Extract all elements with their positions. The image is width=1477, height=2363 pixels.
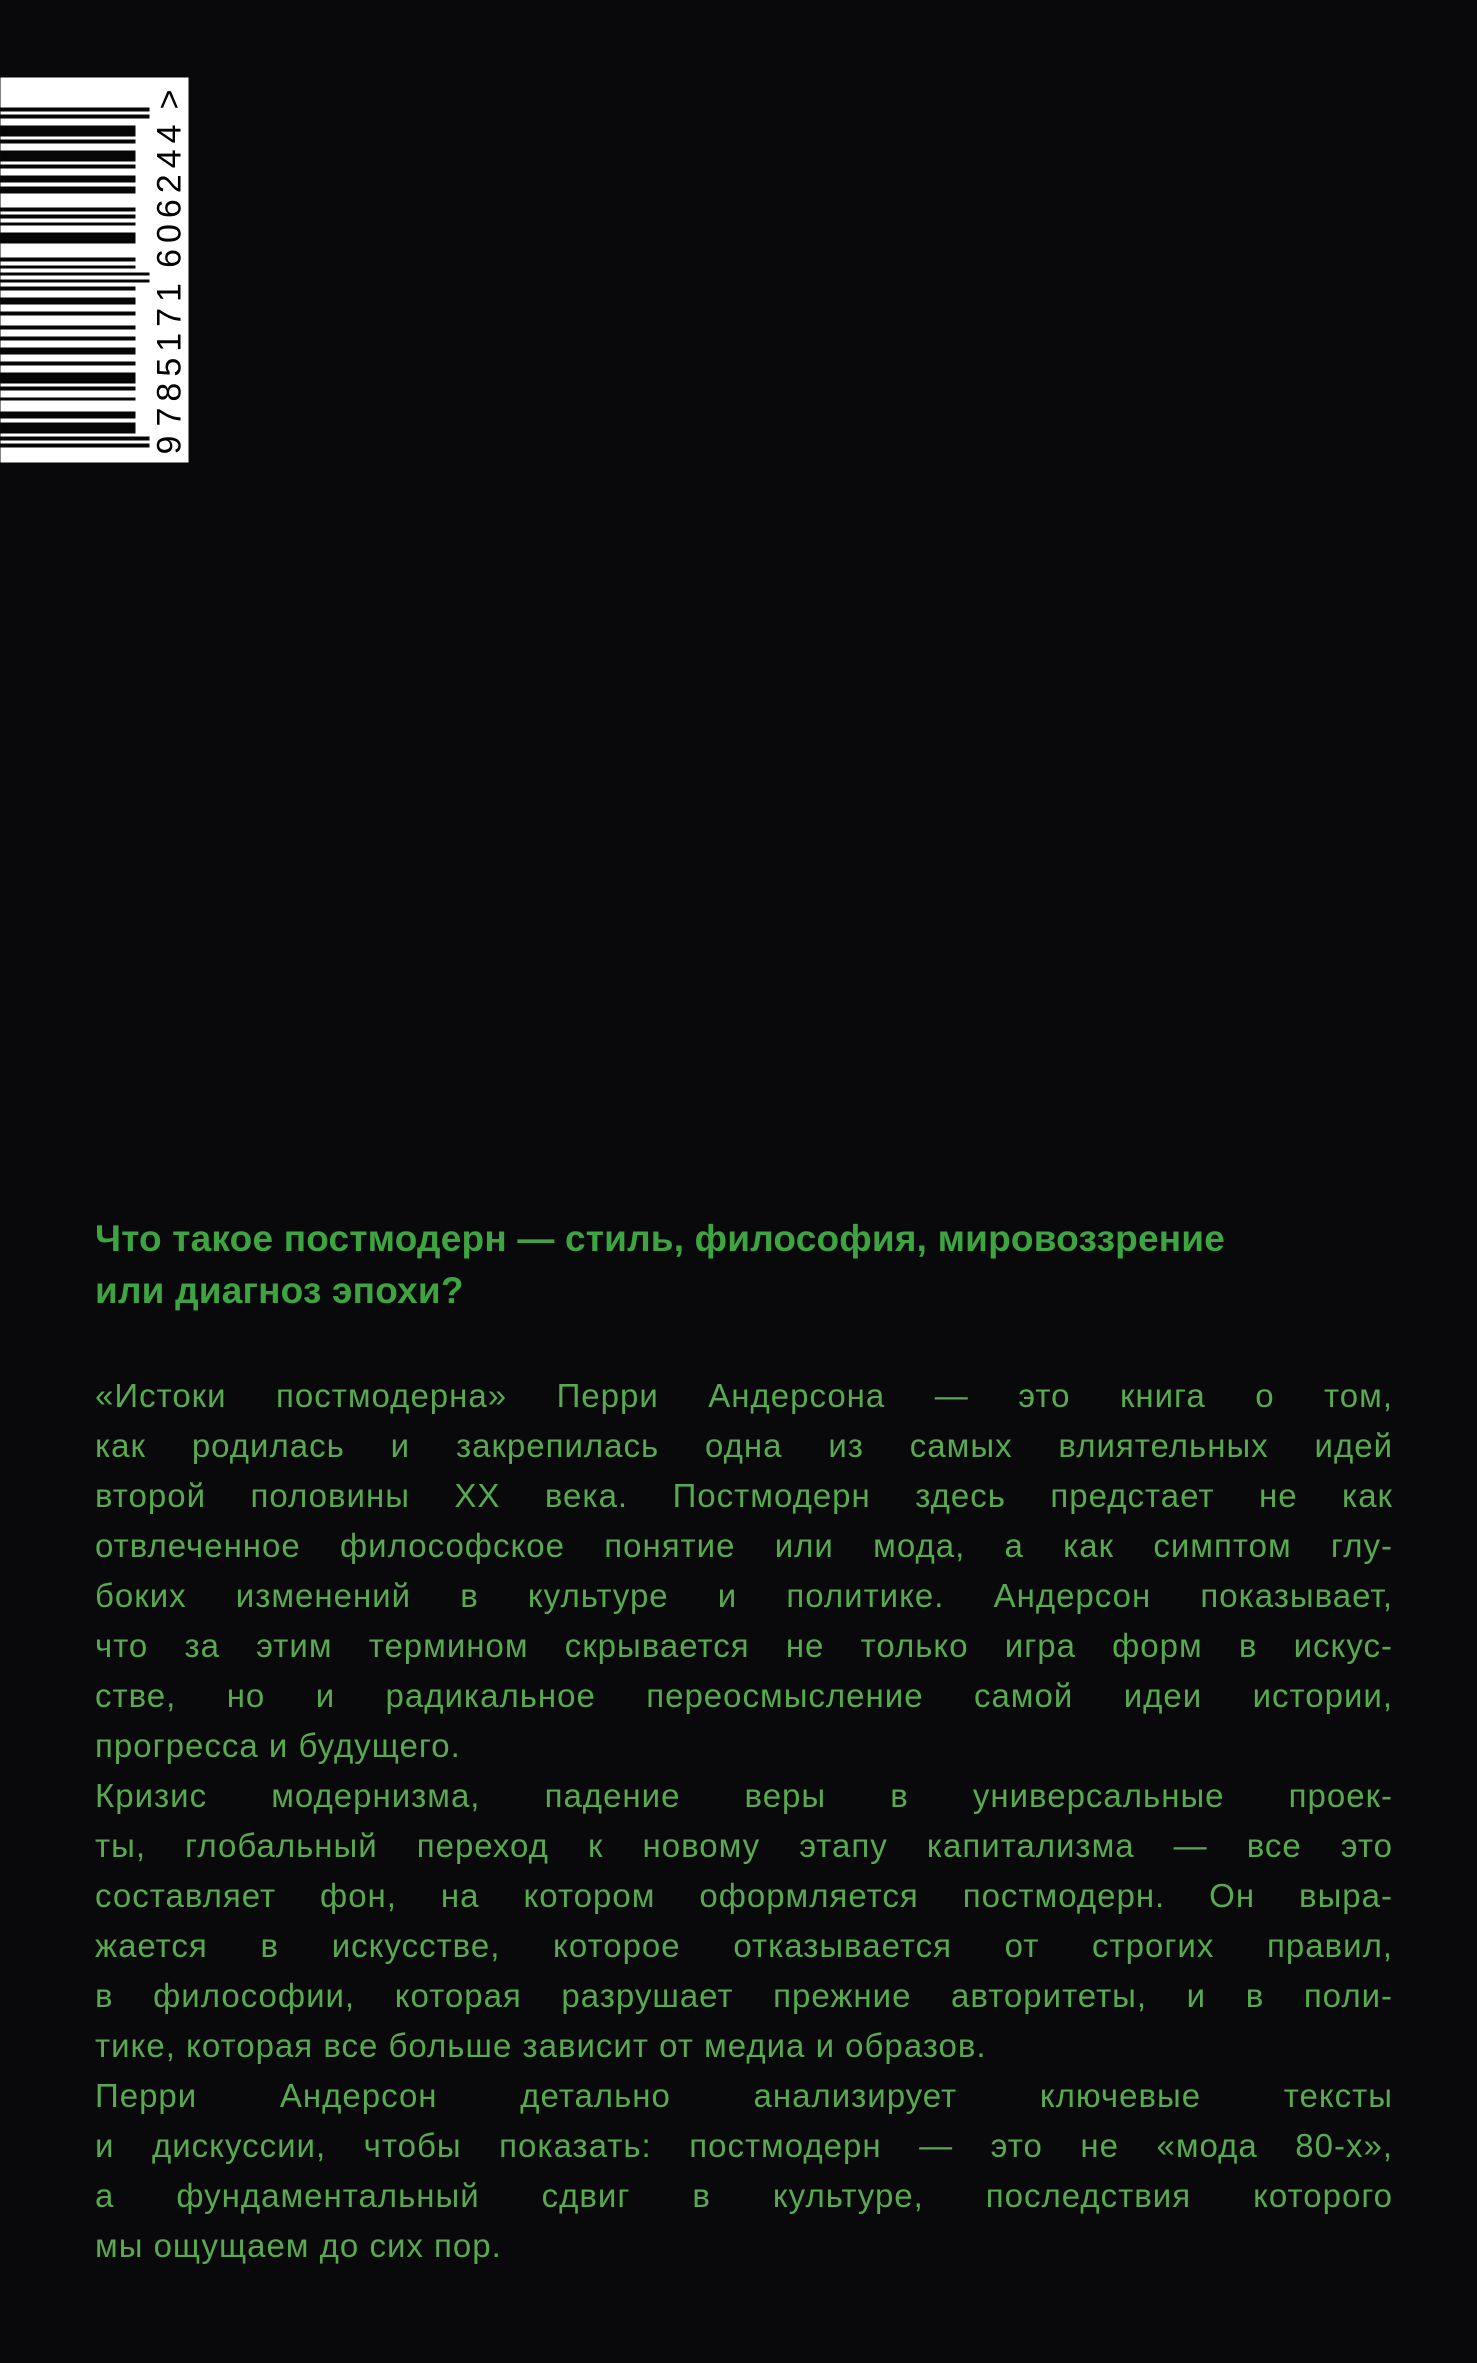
annotation-line: второй половины ХХ века. Постмодерн здесь предстает не как bbox=[95, 1477, 1393, 1514]
annotation-line: что за этим термином скрывается не только игра форм в искус- bbox=[95, 1627, 1393, 1664]
tagline-line: Что такое постмодерн — стиль, философия, мировоззрение bbox=[95, 1218, 1226, 1259]
annotation-line: а фундаментальный сдвиг в культуре, последствия которого bbox=[95, 2177, 1393, 2214]
annotation-line: прогресса и будущего. bbox=[95, 1727, 461, 1764]
annotation-line: в философии, которая разрушает прежние авторитеты, и в поли- bbox=[95, 1977, 1393, 2014]
annotation-line: как родилась и закрепилась одна из самых влиятельных идей bbox=[95, 1427, 1393, 1464]
annotation-line: «Истоки постмодерна» Перри Андерсона — это книга о том, bbox=[95, 1377, 1393, 1414]
barcode-left-group: 785171 bbox=[150, 276, 188, 426]
annotation-line: ты, глобальный переход к новому этапу капитализма — все это bbox=[95, 1827, 1393, 1864]
annotation-line: мы ощущаем до сих пор. bbox=[95, 2227, 502, 2264]
barcode-right-group: 606244 bbox=[150, 117, 188, 268]
annotation-line: жается в искусстве, которое отказывается от строгих правил, bbox=[95, 1927, 1393, 1964]
annotation-line: Кризис модернизма, падение веры в универсальные проек- bbox=[95, 1777, 1393, 1814]
tagline-heading bbox=[95, 1213, 1393, 1317]
barcode bbox=[0, 77, 188, 462]
barcode-number bbox=[152, 89, 186, 454]
annotation-line: Перри Андерсон детально анализирует ключевые тексты bbox=[95, 2077, 1393, 2114]
barcode-bars bbox=[0, 107, 149, 447]
barcode-system-digit: 9 bbox=[150, 435, 188, 454]
tagline-line: или диагноз эпохи? bbox=[95, 1270, 464, 1311]
annotation-line: боких изменений в культуре и политике. Андерсон показывает, bbox=[95, 1577, 1393, 1614]
annotation-line: стве, но и радикальное переосмысление самой идеи истории, bbox=[95, 1677, 1393, 1714]
annotation-line: отвлеченное философское понятие или мода, а как симптом глу- bbox=[95, 1527, 1393, 1564]
annotation-text bbox=[95, 1371, 1393, 2271]
annotation-line: и дискуссии, чтобы показать: постмодерн — это не «мода 80-х», bbox=[95, 2127, 1393, 2164]
annotation-line: тике, которая все больше зависит от медиа и образов. bbox=[95, 2027, 987, 2064]
annotation-line: составляет фон, на котором оформляется постмодерн. Он выра- bbox=[95, 1877, 1393, 1914]
barcode-suffix: > bbox=[150, 89, 188, 109]
